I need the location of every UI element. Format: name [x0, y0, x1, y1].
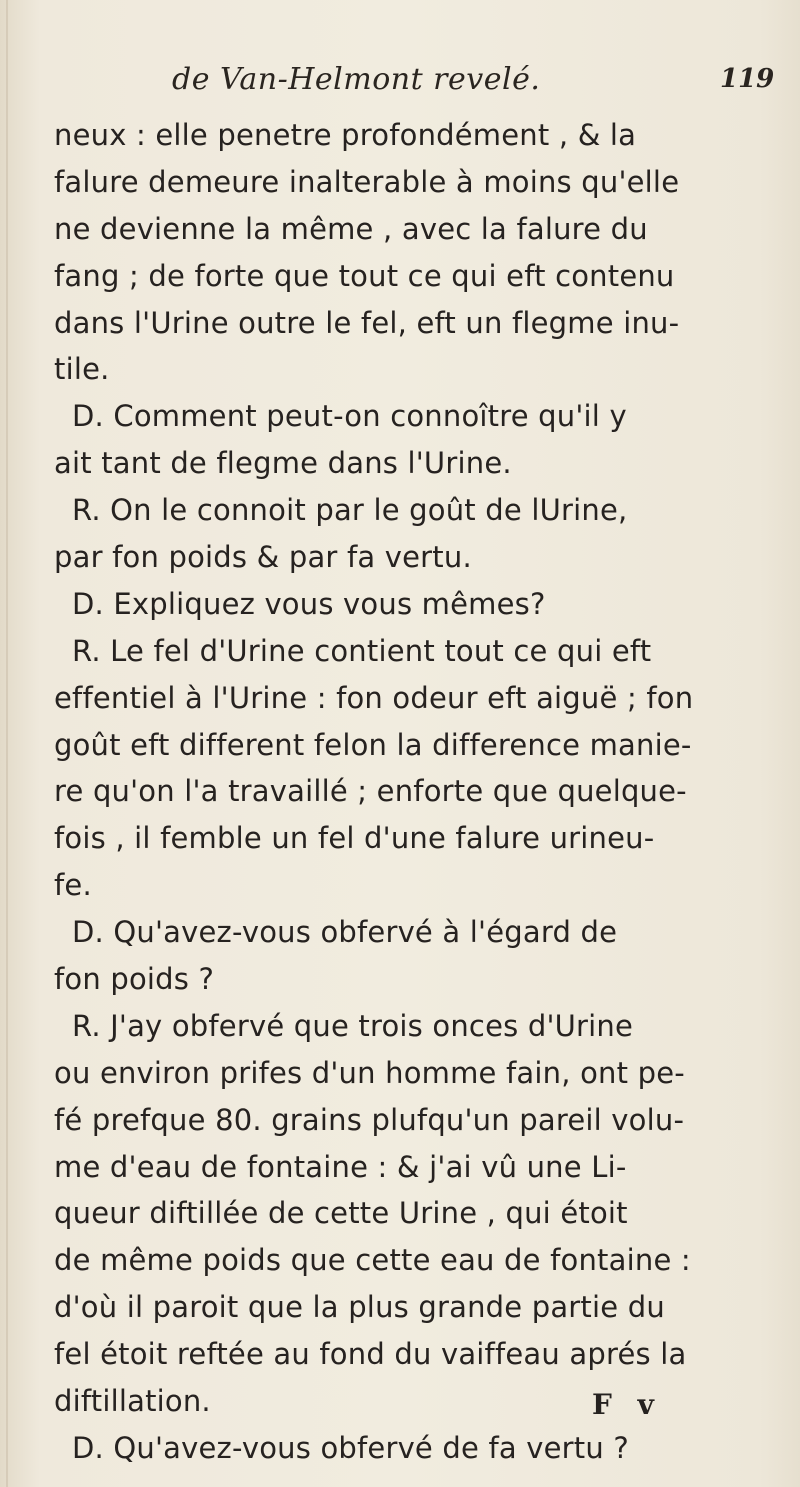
text-line: diftillation. — [54, 1384, 211, 1419]
text-line: goût eft different felon la difference manie- — [54, 727, 692, 762]
text-line: fé prefque 80. grains plufqu'un pareil volu- — [54, 1102, 685, 1137]
text-line: fon poids ? — [54, 962, 215, 997]
question-line: D. Comment peut-on connoître qu'il y — [72, 399, 627, 434]
text-line: re qu'on l'a travaillé ; enforte que quelque- — [54, 774, 687, 809]
text-line: falure demeure inalterable à moins qu'elle — [54, 164, 680, 199]
text-line: de même poids que cette eau de fontaine : — [54, 1243, 691, 1278]
body-text — [54, 112, 766, 1472]
text-line: fel étoit reftée au fond du vaiffeau aprés la — [54, 1337, 687, 1372]
text-line: fe. — [54, 868, 92, 903]
text-line: me d'eau de fontaine : & j'ai vû une Li- — [54, 1149, 627, 1184]
text-line: effentiel à l'Urine : fon odeur eft aiguë ; fon — [54, 680, 694, 715]
text-line: ou environ prifes d'un homme fain, ont pe- — [54, 1055, 685, 1090]
signature-mark: F v — [592, 1388, 662, 1421]
text-line: ne devienne la même , avec la falure du — [54, 211, 648, 246]
text-line: fang ; de forte que tout ce qui eft contenu — [54, 258, 675, 293]
answer-line: R. J'ay obfervé que trois onces d'Urine — [72, 1008, 634, 1043]
answer-line: R. On le connoit par le goût de lUrine, — [72, 493, 628, 528]
text-line: queur diftillée de cette Urine , qui étoit — [54, 1196, 628, 1231]
text-line: par fon poids & par fa vertu. — [54, 540, 472, 575]
text-line: fois , il femble un fel d'une falure urineu- — [54, 821, 655, 856]
running-head — [0, 62, 800, 106]
text-line: neux : elle penetre profondément , & la — [54, 118, 637, 152]
question-line: D. Qu'avez-vous obfervé de fa vertu ? — [72, 1430, 629, 1465]
question-line: D. Qu'avez-vous obfervé à l'égard de — [72, 915, 618, 950]
text-line: d'où il paroit que la plus grande partie du — [54, 1290, 665, 1325]
text-line: dans l'Urine outre le fel, eft un flegme inu- — [54, 305, 680, 340]
text-line: ait tant de flegme dans l'Urine. — [54, 446, 512, 481]
running-head-title: de Van-Helmont revelé. — [172, 62, 541, 97]
answer-line: R. Le fel d'Urine contient tout ce qui eft — [72, 633, 652, 668]
text-line: tile. — [54, 352, 110, 387]
question-line: D. Expliquez vous vous mêmes? — [72, 586, 546, 621]
page-number: 119 — [720, 64, 775, 94]
